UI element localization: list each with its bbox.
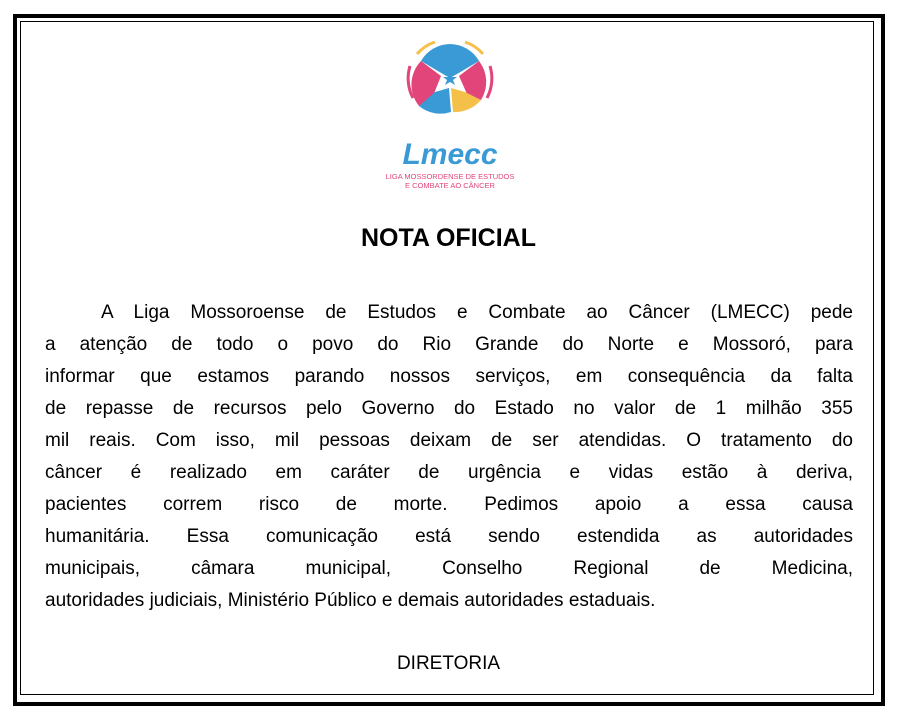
paragraph-line: a atenção de todo o povo do Rio Grande do Norte e Mossoró, para: [45, 334, 853, 355]
logo-subtitle-line: E COMBATE AO CÂNCER: [405, 181, 495, 190]
logo-subtitle: [370, 172, 530, 190]
logo-subtitle-line: LIGA MOSSORDENSE DE ESTUDOS: [385, 172, 515, 181]
paragraph-line: autoridades judiciais, Ministério Público e demais autoridades estaduais.: [45, 590, 656, 611]
paragraph-line: humanitária. Essa comunicação está sendo estendida as autoridades: [45, 526, 853, 547]
paragraph-line: A Liga Mossoroense de Estudos e Combate ao Câncer (LMECC) pede: [101, 302, 853, 323]
body-paragraph: [45, 297, 853, 617]
svg-text:Lmecc: Lmecc: [402, 138, 498, 171]
paragraph-line: câncer é realizado em caráter de urgência e vidas estão à deriva,: [45, 462, 853, 483]
paragraph-line: informar que estamos parando nossos serviços, em consequência da falta: [45, 366, 853, 387]
paragraph-line: de repasse de recursos pelo Governo do Estado no valor de 1 milhão 355: [45, 398, 853, 419]
paragraph-line: pacientes correm risco de morte. Pedimos apoio a essa causa: [45, 494, 853, 515]
page-title: NOTA OFICIAL: [361, 224, 536, 252]
paragraph-line: municipais, câmara municipal, Conselho Regional de Medicina,: [45, 558, 853, 579]
paragraph-line: mil reais. Com isso, mil pessoas deixam de ser atendidas. O tratamento do: [45, 430, 853, 451]
signature: DIRETORIA: [396, 653, 501, 674]
